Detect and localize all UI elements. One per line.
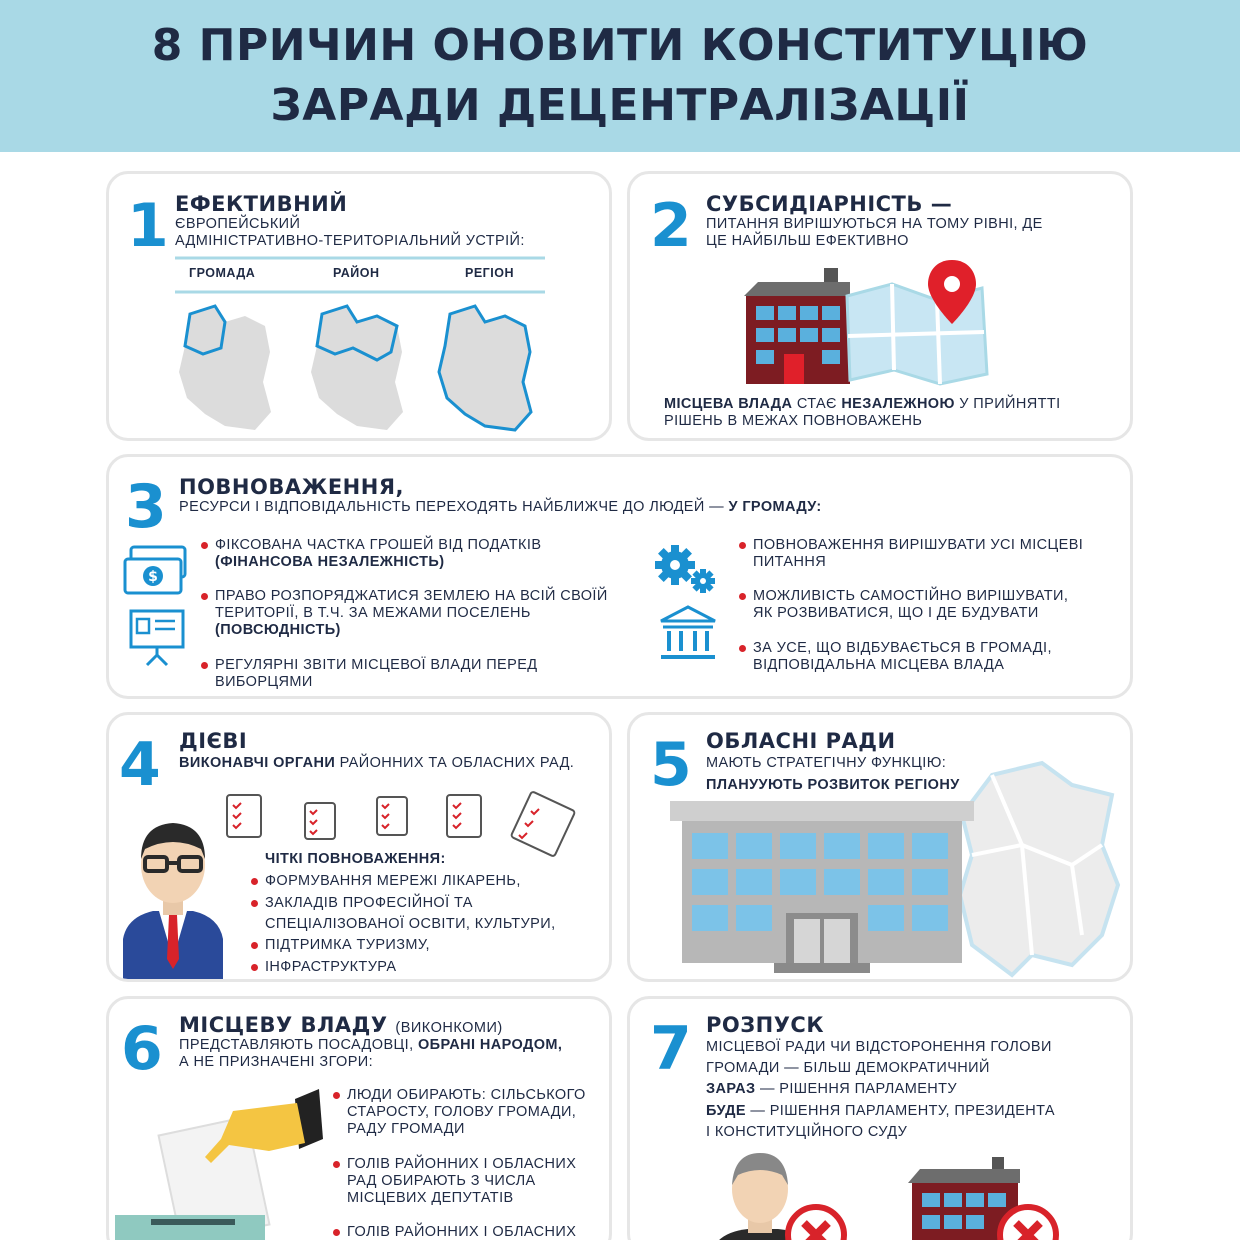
power-item-2: ЗАКЛАДІВ ПРОФЕСІЙНОЇ ТА <box>265 895 473 911</box>
checklist-documents-icon <box>221 789 581 859</box>
ballot-box-icon <box>109 1085 327 1240</box>
card-subtitle: ВИКОНАВЧІ ОРГАНИ РАЙОННИХ ТА ОБЛАСНИХ РАД. <box>179 755 575 771</box>
dissolution-line2: ГРОМАДИ — БІЛЬШ ДЕМОКРАТИЧНИЙ <box>706 1060 990 1076</box>
clear-powers-title: ЧІТКІ ПОВНОВАЖЕННЯ: <box>265 851 446 867</box>
card-title: ДІЄВІ <box>179 729 248 753</box>
card-subtitle-2: А НЕ ПРИЗНАЧЕНІ ЗГОРИ: <box>179 1054 374 1070</box>
oblast-council-building-icon <box>670 801 974 973</box>
card-6-local-authority <box>106 996 612 1240</box>
card-subtitle-2: ПЛАНУУЮТЬ РОЗВИТОК РЕГІОНУ <box>706 777 960 793</box>
elect-item-1-line1: ЛЮДИ ОБИРАЮТЬ: СІЛЬСЬКОГО <box>347 1087 586 1103</box>
svg-text:$: $ <box>148 569 158 585</box>
card-subtitle-2: ЦЕ НАЙБІЛЬШ ЕФЕКТИВНО <box>706 233 909 249</box>
level-hromada: ГРОМАДА <box>189 266 256 280</box>
local-authority-statement-line1: МІСЦЕВА ВЛАДА СТАЄ НЕЗАЛЕЖНОЮ У ПРИЙНЯТТІ <box>664 396 1061 412</box>
government-building-icon <box>657 605 719 663</box>
card-subtitle-1: МАЮТЬ СТРАТЕГІЧНУ ФУНКЦІЮ: <box>706 755 947 771</box>
page-title-line2: ЗАРАДИ ДЕЦЕНТРАЛІЗАЦІЇ <box>270 80 970 131</box>
dissolution-line5: І КОНСТИТУЦІЙНОГО СУДУ <box>706 1124 908 1140</box>
map-raion-icon <box>307 302 417 434</box>
local-authority-statement-line2: РІШЕНЬ В МЕЖАХ ПОВНОВАЖЕНЬ <box>664 413 923 429</box>
bullet-local-issues-1: ПОВНОВАЖЕННЯ ВИРІШУВАТИ УСІ МІСЦЕВІ <box>753 537 1084 553</box>
bullet-development-2: ЯК РОЗВИВАТИСЯ, ЩО І ДЕ БУДУВАТИ <box>753 605 1039 621</box>
bullet-land-3: (ПОВСЮДНІСТЬ) <box>215 622 341 638</box>
power-item-5: ІНФРАСТРУКТУРА <box>265 959 397 975</box>
card-number: 4 <box>119 730 161 800</box>
card-subtitle: РЕСУРСИ І ВІДПОВІДАЛЬНІСТЬ ПЕРЕХОДЯТЬ НАЙБЛИЖЧЕ ДО ЛЮДЕЙ — У ГРОМАДУ: <box>179 499 822 515</box>
card-number: 5 <box>650 730 692 800</box>
card-subtitle-1: ПИТАННЯ ВИРІШУЮТЬСЯ НА ТОМУ РІВНІ, ДЕ <box>706 216 1043 232</box>
bullet-financial-1: ФІКСОВАНА ЧАСТКА ГРОШЕЙ ВІД ПОДАТКІВ <box>215 537 542 553</box>
municipal-building-icon <box>738 266 853 384</box>
card-title: ЕФЕКТИВНИЙ <box>175 192 348 216</box>
elect-item-2-line3: МІСЦЕВИХ ДЕПУТАТІВ <box>347 1190 514 1206</box>
card-number: 7 <box>650 1014 692 1084</box>
dissolution-future: БУДЕ — РІШЕННЯ ПАРЛАМЕНТУ, ПРЕЗИДЕНТА <box>706 1103 1056 1119</box>
card-4-executive <box>106 712 612 982</box>
map-region-icon <box>435 302 545 434</box>
card-2-subsidiarity <box>627 171 1133 441</box>
power-item-4: ПІДТРИМКА ТУРИЗМУ, <box>265 937 430 953</box>
level-raion: РАЙОН <box>333 266 380 280</box>
card-subtitle-2: АДМІНІСТРАТИВНО-ТЕРИТОРІАЛЬНИЙ УСТРІЙ: <box>175 233 525 249</box>
card-3-powers <box>106 454 1133 699</box>
card-title: ОБЛАСНІ РАДИ <box>706 729 896 753</box>
bullet-financial-2: (ФІНАНСОВА НЕЗАЛЕЖНІСТЬ) <box>215 554 445 570</box>
card-title: СУБСИДІАРНІСТЬ — <box>706 192 953 216</box>
bullet-responsibility-1: ЗА УСЕ, ЩО ВІДБУВАЄТЬСЯ В ГРОМАДІ, <box>753 640 1052 656</box>
money-icon <box>123 545 189 597</box>
card-number: 1 <box>127 191 169 261</box>
power-item-1: ФОРМУВАННЯ МЕРЕЖІ ЛІКАРЕНЬ, <box>265 873 521 889</box>
bullet-responsibility-2: ВІДПОВІДАЛЬНА МІСЦЕВА ВЛАДА <box>753 657 1005 673</box>
bullet-reports-1: РЕГУЛЯРНІ ЗВІТИ МІСЦЕВОЇ ВЛАДИ ПЕРЕД <box>215 657 538 673</box>
dismissed-head-avatar-icon <box>708 1149 858 1240</box>
bullet-land-2: ТЕРИТОРІЇ, В Т.Ч. ЗА МЕЖАМИ ПОСЕЛЕНЬ <box>215 605 531 621</box>
bullet-development-1: МОЖЛИВІСТЬ САМОСТІЙНО ВИРІШУВАТИ, <box>753 588 1069 604</box>
region-map-icon <box>952 755 1124 980</box>
elect-item-3-line1: ГОЛІВ РАЙОННИХ І ОБЛАСНИХ <box>347 1224 577 1240</box>
presentation-board-icon <box>127 607 187 667</box>
elect-item-1-line3: РАДУ ГРОМАДИ <box>347 1121 465 1137</box>
dissolution-now: ЗАРАЗ — РІШЕННЯ ПАРЛАМЕНТУ <box>706 1081 958 1097</box>
card-number: 6 <box>121 1014 163 1084</box>
card-5-oblast-councils <box>627 712 1133 982</box>
card-title: РОЗПУСК <box>706 1013 825 1037</box>
map-pin-icon <box>842 256 992 388</box>
official-avatar-icon <box>123 809 223 979</box>
card-7-dissolution <box>627 996 1133 1240</box>
bullet-local-issues-2: ПИТАННЯ <box>753 554 827 570</box>
elect-item-2-line1: ГОЛІВ РАЙОННИХ І ОБЛАСНИХ <box>347 1156 577 1172</box>
bullet-land-1: ПРАВО РОЗПОРЯДЖАТИСЯ ЗЕМЛЕЮ НА ВСІЙ СВОЇЙ <box>215 588 608 604</box>
gears-icon <box>653 541 719 597</box>
card-subtitle-1: ПРЕДСТАВЛЯЮТЬ ПОСАДОВЦІ, ОБРАНІ НАРОДОМ, <box>179 1037 563 1053</box>
level-region: РЕГІОН <box>465 266 514 280</box>
card-title: МІСЦЕВУ ВЛАДУ (ВИКОНКОМИ) <box>179 1013 503 1037</box>
card-number: 2 <box>650 191 692 261</box>
map-hromada-icon <box>175 302 285 434</box>
card-1-efficient <box>106 171 612 441</box>
card-subtitle-1: ЄВРОПЕЙСЬКИЙ <box>175 216 301 232</box>
page-title-line1: 8 ПРИЧИН ОНОВИТИ КОНСТИТУЦІЮ <box>151 20 1089 71</box>
card-title: ПОВНОВАЖЕННЯ, <box>179 475 404 499</box>
header-banner <box>0 0 1240 152</box>
elect-item-2-line2: РАД ОБИРАЮТЬ З ЧИСЛА <box>347 1173 536 1189</box>
dissolved-council-building-icon <box>906 1155 1066 1240</box>
elect-item-1-line2: СТАРОСТУ, ГОЛОВУ ГРОМАДИ, <box>347 1104 577 1120</box>
bullet-reports-2: ВИБОРЦЯМИ <box>215 674 313 690</box>
dissolution-line1: МІСЦЕВОЇ РАДИ ЧИ ВІДСТОРОНЕННЯ ГОЛОВИ <box>706 1039 1052 1055</box>
card-number: 3 <box>125 472 167 542</box>
power-item-3: СПЕЦІАЛІЗОВАНОЇ ОСВІТИ, КУЛЬТУРИ, <box>265 916 556 932</box>
